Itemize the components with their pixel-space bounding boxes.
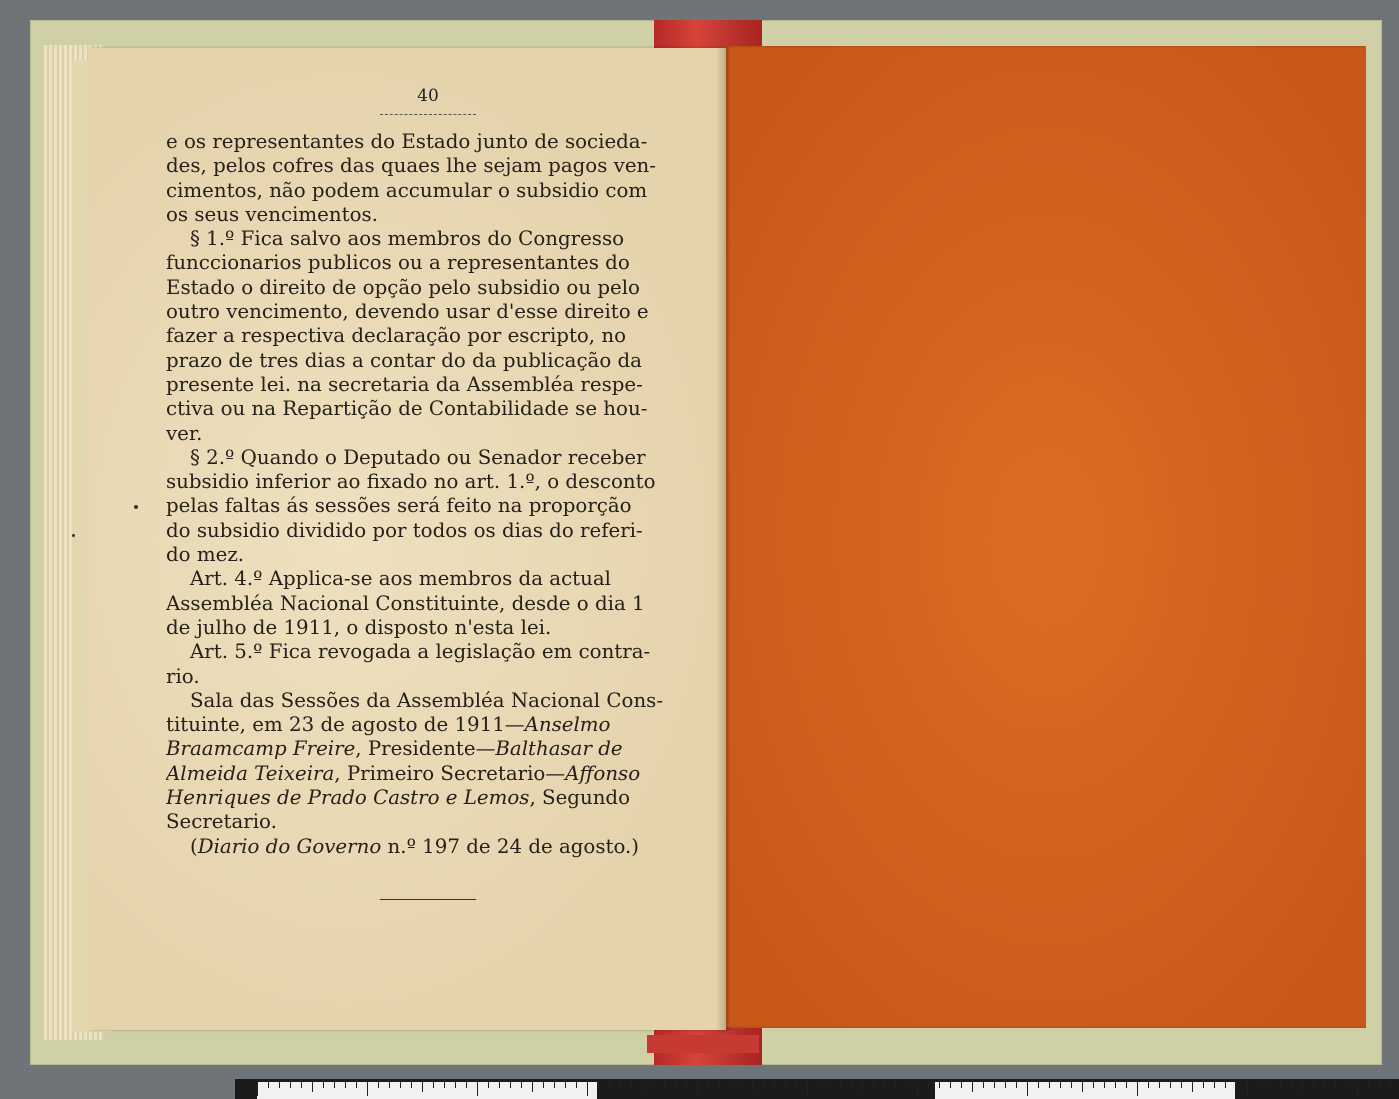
page-number-rule	[380, 114, 476, 115]
ruler-white-segment	[257, 1082, 597, 1099]
ruler-tick	[1302, 1082, 1303, 1092]
ruler-tick	[917, 1082, 918, 1096]
ruler-tick	[1313, 1082, 1314, 1088]
ruler-tick	[367, 1082, 368, 1096]
ruler-tick	[708, 1082, 709, 1088]
ruler-tick	[279, 1082, 280, 1088]
scale-ruler	[235, 1079, 1399, 1099]
ruler-tick	[257, 1082, 258, 1096]
text-line: presente lei. na secretaria da Assembléa respe-	[166, 372, 643, 396]
ruler-tick	[1225, 1082, 1226, 1088]
ruler-tick	[1291, 1082, 1292, 1088]
ruler-tick	[664, 1082, 665, 1088]
text-line: ver.	[166, 421, 203, 445]
text-line: prazo de tres dias a contar do da publicação da	[166, 348, 642, 372]
signature-name: Henriques de Prado Castro e Lemos	[166, 786, 530, 810]
ruler-tick	[1390, 1082, 1391, 1088]
ruler-tick	[1060, 1082, 1061, 1088]
text-line: funccionarios publicos ou a representantes do	[166, 251, 630, 275]
ruler-tick	[807, 1082, 808, 1096]
spine-bottom-cloth	[647, 1035, 759, 1053]
text-line: de julho de 1911, o disposto n'esta lei.	[166, 615, 552, 639]
text-line: do subsidio dividido por todos os dias do referi-	[166, 518, 643, 542]
ruler-tick	[1379, 1082, 1380, 1088]
ruler-tick	[719, 1082, 720, 1088]
text-line: Art. 5.º Fica revogada a legislação em contra-	[190, 640, 651, 664]
ruler-tick	[400, 1082, 401, 1088]
ruler-tick	[1159, 1082, 1160, 1088]
ruler-tick	[1148, 1082, 1149, 1088]
ruler-tick	[433, 1082, 434, 1088]
ruler-tick	[1104, 1082, 1105, 1088]
ruler-tick	[565, 1082, 566, 1088]
ruler-tick	[752, 1082, 753, 1092]
citation-line	[166, 835, 692, 859]
ruler-tick	[763, 1082, 764, 1088]
text-line: do mez.	[166, 543, 245, 567]
text-line: § 2.º Quando o Deputado ou Senador receber	[190, 445, 646, 469]
ruler-tick	[796, 1082, 797, 1088]
signature-line	[166, 713, 692, 737]
signature-role: , Segundo	[529, 786, 631, 810]
citation-paren: (	[190, 834, 198, 858]
ruler-tick	[895, 1082, 896, 1088]
citation-rest: n.º 197 de 24 de agosto.)	[381, 834, 640, 858]
ruler-tick	[1126, 1082, 1127, 1088]
ruler-tick	[851, 1082, 852, 1088]
signature-role: , Presidente—	[355, 737, 496, 761]
ruler-tick	[510, 1082, 511, 1088]
ruler-tick	[345, 1082, 346, 1088]
ruler-tick	[972, 1082, 973, 1092]
ruler-tick	[389, 1082, 390, 1088]
ruler-tick	[1170, 1082, 1171, 1088]
ruler-tick	[994, 1082, 995, 1088]
ruler-tick	[1357, 1082, 1358, 1096]
ruler-tick	[1137, 1082, 1138, 1096]
ruler-tick	[1027, 1082, 1028, 1096]
text-line: Art. 4.º Applica-se aos membros da actual	[190, 567, 611, 591]
ruler-tick	[1269, 1082, 1270, 1088]
ruler-tick	[1005, 1082, 1006, 1088]
text-line: Assembléa Nacional Constituinte, desde o dia 1	[166, 591, 645, 615]
ruler-tick	[1115, 1082, 1116, 1088]
ruler-tick	[455, 1082, 456, 1088]
ruler-tick	[1368, 1082, 1369, 1088]
ruler-tick	[477, 1082, 478, 1096]
ruler-tick	[697, 1082, 698, 1096]
page-number: 40	[417, 86, 439, 106]
ruler-tick	[1016, 1082, 1017, 1088]
text-line: ctiva ou na Repartição de Contabilidade se hou-	[166, 397, 648, 421]
ruler-tick	[1346, 1082, 1347, 1088]
ruler-tick	[609, 1082, 610, 1088]
ruler-tick	[928, 1082, 929, 1088]
ruler-tick	[1280, 1082, 1281, 1088]
orange-endpaper	[726, 46, 1366, 1028]
ruler-tick	[532, 1082, 533, 1092]
text-line: Sala das Sessões da Assembléa Nacional Cons-	[190, 688, 664, 712]
ruler-tick	[1258, 1082, 1259, 1088]
signature-line	[166, 737, 692, 761]
ruler-tick	[1093, 1082, 1094, 1088]
ruler-tick	[675, 1082, 676, 1088]
ruler-tick	[356, 1082, 357, 1088]
ruler-tick	[840, 1082, 841, 1088]
end-rule	[380, 899, 476, 900]
ruler-tick	[961, 1082, 962, 1088]
ruler-tick	[884, 1082, 885, 1088]
signature-role: , Primeiro Secretario—	[334, 761, 566, 785]
text-line: rio.	[166, 664, 200, 688]
text-line: pelas faltas ás sessões será feito na proporção	[166, 494, 632, 518]
ruler-tick	[499, 1082, 500, 1088]
ruler-tick	[378, 1082, 379, 1088]
ruler-tick	[1038, 1082, 1039, 1088]
signature-name: Anselmo	[524, 713, 611, 737]
ruler-tick	[411, 1082, 412, 1088]
signature-name: Affonso	[565, 761, 641, 785]
ruler-tick	[1247, 1082, 1248, 1096]
ruler-tick	[488, 1082, 489, 1088]
citation-source: Diario do Governo	[197, 834, 382, 858]
ruler-tick	[323, 1082, 324, 1088]
signature-line	[166, 810, 692, 834]
ruler-tick	[1049, 1082, 1050, 1088]
ruler-tick	[741, 1082, 742, 1088]
ruler-tick	[730, 1082, 731, 1088]
ruler-tick	[631, 1082, 632, 1088]
text-line: § 1.º Fica salvo aos membros do Congresso	[190, 227, 625, 251]
ruler-tick	[862, 1082, 863, 1092]
ruler-tick	[543, 1082, 544, 1088]
text-line: des, pelos cofres das quaes lhe sejam pagos ven-	[166, 154, 656, 178]
ruler-tick	[983, 1082, 984, 1088]
ruler-tick	[873, 1082, 874, 1088]
signature-name: Braamcamp Freire	[166, 737, 356, 761]
ruler-tick	[939, 1082, 940, 1088]
ruler-tick	[1181, 1082, 1182, 1088]
signature-date: tituinte, em 23 de agosto de 1911—	[166, 713, 525, 737]
signature-line	[166, 786, 692, 810]
ruler-tick	[818, 1082, 819, 1088]
ruler-tick	[686, 1082, 687, 1088]
ruler-tick	[950, 1082, 951, 1088]
text-line: Estado o direito de opção pelo subsidio ou pelo	[166, 275, 640, 299]
text-line: cimentos, não podem accumular o subsidio com	[166, 178, 648, 202]
ruler-tick	[334, 1082, 335, 1088]
ruler-tick	[906, 1082, 907, 1088]
ruler-tick	[1082, 1082, 1083, 1092]
ruler-tick	[785, 1082, 786, 1088]
ruler-tick	[774, 1082, 775, 1088]
page-text	[166, 130, 692, 859]
ruler-tick	[1324, 1082, 1325, 1088]
ruler-tick	[1214, 1082, 1215, 1088]
ruler-tick	[1203, 1082, 1204, 1088]
ruler-tick	[1192, 1082, 1193, 1092]
text-line: fazer a respectiva declaração por escripto, no	[166, 324, 627, 348]
text-line: subsidio inferior ao fixado no art. 1.º, o desconto	[166, 470, 656, 494]
ruler-tick	[290, 1082, 291, 1088]
ruler-tick	[587, 1082, 588, 1096]
ruler-tick	[301, 1082, 302, 1088]
ruler-tick	[653, 1082, 654, 1088]
ruler-tick	[1071, 1082, 1072, 1088]
ruler-tick	[422, 1082, 423, 1092]
ruler-tick	[521, 1082, 522, 1088]
ruler-tick	[1335, 1082, 1336, 1088]
ruler-tick	[268, 1082, 269, 1088]
ruler-tick	[444, 1082, 445, 1088]
ruler-tick	[829, 1082, 830, 1088]
text-line: outro vencimento, devendo usar d'esse direito e	[166, 300, 649, 324]
ruler-tick	[466, 1082, 467, 1088]
ruler-white-segment	[935, 1082, 1235, 1099]
signature-role: Secretario.	[166, 810, 277, 834]
signature-line	[166, 762, 692, 786]
ruler-tick	[312, 1082, 313, 1092]
ruler-tick	[642, 1082, 643, 1092]
signature-name: Balthasar de	[495, 737, 623, 761]
signature-name: Almeida Teixeira	[166, 761, 335, 785]
text-line: os seus vencimentos.	[166, 202, 378, 226]
ruler-tick	[620, 1082, 621, 1088]
ruler-tick	[1236, 1082, 1237, 1088]
print-speck	[134, 505, 138, 509]
ruler-tick	[576, 1082, 577, 1088]
ruler-tick	[554, 1082, 555, 1088]
ruler-tick	[598, 1082, 599, 1088]
text-line: e os representantes do Estado junto de socieda-	[166, 130, 648, 153]
print-speck	[72, 534, 75, 537]
